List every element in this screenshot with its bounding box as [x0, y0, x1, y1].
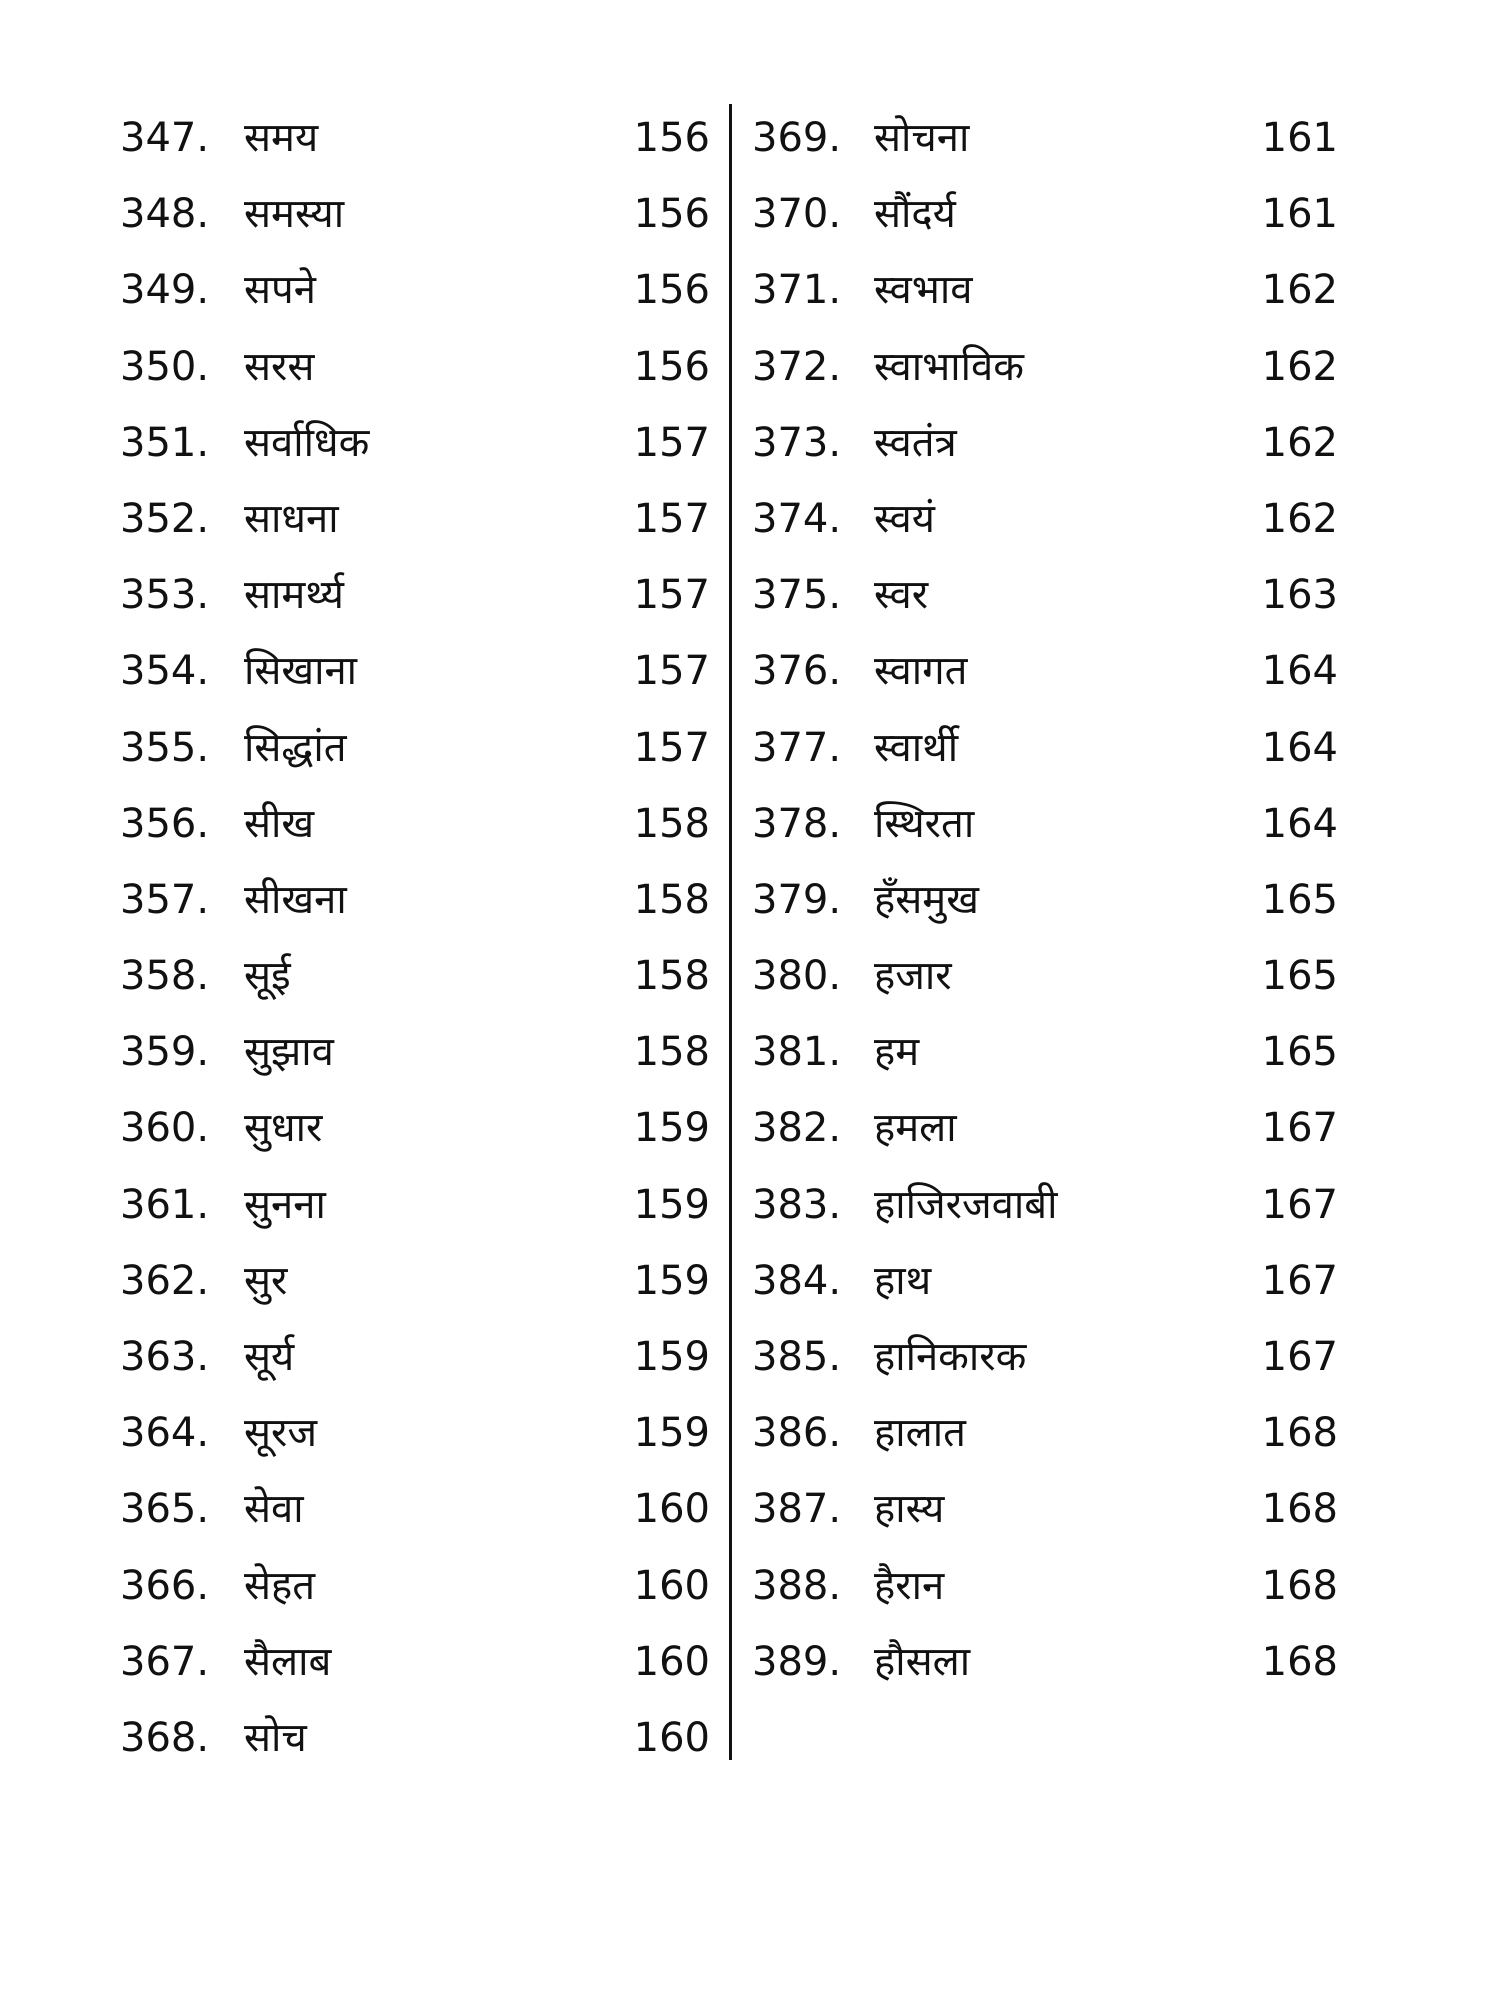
entry-term: स्वागत	[874, 648, 968, 695]
entry-number: 359.	[120, 1029, 210, 1076]
entry-number: 360.	[120, 1105, 210, 1152]
entry-term: हाथ	[874, 1257, 932, 1304]
entry-page-number: 159	[633, 1105, 710, 1152]
entry-number: 351.	[120, 419, 210, 466]
entry-page-number: 156	[633, 115, 710, 161]
entry-page-number: 168	[1261, 1562, 1338, 1609]
index-entry	[120, 557, 710, 633]
entry-page-number: 167	[1261, 1334, 1338, 1380]
entry-page-number: 156	[633, 267, 710, 314]
entry-term: हँसमुख	[874, 876, 979, 923]
entry-number: 375.	[752, 572, 842, 619]
entry-number: 374.	[752, 495, 842, 542]
entry-term: सरस	[244, 343, 315, 390]
entry-term: हमला	[874, 1105, 957, 1152]
entry-number: 364.	[120, 1410, 210, 1457]
entry-page-number: 157	[633, 419, 710, 466]
entry-term: स्वयं	[874, 495, 935, 542]
entry-term: साधना	[244, 495, 339, 542]
entry-number: 358.	[120, 953, 210, 1000]
index-entry	[752, 405, 1342, 481]
entry-page-number: 165	[1261, 1029, 1338, 1076]
entry-number: 386.	[752, 1410, 842, 1457]
entry-page-number: 167	[1261, 1181, 1338, 1228]
entry-page-number: 168	[1261, 1638, 1338, 1685]
index-entry	[120, 1319, 710, 1395]
entry-term: सौंदर्य	[874, 191, 956, 238]
entry-number: 389.	[752, 1638, 842, 1685]
entry-number: 363.	[120, 1334, 210, 1380]
index-entry	[120, 786, 710, 862]
entry-page-number: 161	[1261, 191, 1338, 238]
entry-term: सर्वाधिक	[244, 419, 370, 466]
entry-number: 361.	[120, 1181, 210, 1228]
entry-number: 376.	[752, 648, 842, 695]
column-divider	[729, 104, 732, 1760]
entry-number: 388.	[752, 1562, 842, 1609]
entry-term: स्वाभाविक	[874, 343, 1024, 390]
index-entry	[752, 633, 1342, 709]
index-entry	[120, 938, 710, 1014]
entry-term: स्वर	[874, 572, 929, 619]
entry-page-number: 156	[633, 191, 710, 238]
index-entry	[752, 710, 1342, 786]
entry-term: सैलाब	[244, 1638, 332, 1685]
entry-term: सामर्थ्य	[244, 572, 344, 619]
entry-number: 352.	[120, 495, 210, 542]
index-entry	[120, 1624, 710, 1700]
entry-term: हैरान	[874, 1562, 945, 1609]
entry-term: सुधार	[244, 1105, 323, 1152]
index-entry	[120, 176, 710, 252]
entry-page-number: 157	[633, 724, 710, 771]
index-entry	[120, 1548, 710, 1624]
index-entry	[752, 786, 1342, 862]
entry-page-number: 159	[633, 1334, 710, 1380]
index-entry	[752, 1167, 1342, 1243]
entry-term: हम	[874, 1029, 920, 1076]
entry-term: हौसला	[874, 1638, 971, 1685]
entry-number: 387.	[752, 1486, 842, 1533]
entry-page-number: 160	[633, 1638, 710, 1685]
entry-number: 347.	[120, 115, 210, 161]
entry-page-number: 162	[1261, 419, 1338, 466]
index-entry	[752, 252, 1342, 328]
entry-number: 378.	[752, 800, 842, 847]
entry-page-number: 164	[1261, 724, 1338, 771]
entry-term: सुनना	[244, 1181, 326, 1228]
index-entry	[120, 1014, 710, 1090]
index-entry	[120, 633, 710, 709]
index-entry	[120, 405, 710, 481]
entry-number: 383.	[752, 1181, 842, 1228]
entry-number: 380.	[752, 953, 842, 1000]
entry-number: 385.	[752, 1334, 842, 1380]
entry-page-number: 158	[633, 800, 710, 847]
entry-number: 362.	[120, 1257, 210, 1304]
index-entry	[120, 1700, 710, 1776]
entry-page-number: 162	[1261, 343, 1338, 390]
entry-number: 355.	[120, 724, 210, 771]
entry-number: 377.	[752, 724, 842, 771]
index-entry	[120, 1471, 710, 1547]
entry-page-number: 158	[633, 876, 710, 923]
entry-number: 357.	[120, 876, 210, 923]
entry-page-number: 168	[1261, 1486, 1338, 1533]
index-entry	[752, 557, 1342, 633]
entry-page-number: 160	[633, 1562, 710, 1609]
entry-term: स्वभाव	[874, 267, 973, 314]
index-column-right	[752, 100, 1342, 1700]
entry-number: 367.	[120, 1638, 210, 1685]
entry-page-number: 159	[633, 1181, 710, 1228]
index-entry	[120, 1243, 710, 1319]
entry-number: 372.	[752, 343, 842, 390]
index-entry	[752, 862, 1342, 938]
entry-number: 356.	[120, 800, 210, 847]
index-entry	[120, 100, 710, 176]
entry-number: 354.	[120, 648, 210, 695]
index-entry	[120, 481, 710, 557]
entry-number: 350.	[120, 343, 210, 390]
entry-page-number: 167	[1261, 1105, 1338, 1152]
index-entry	[752, 481, 1342, 557]
entry-number: 368.	[120, 1714, 210, 1761]
entry-number: 366.	[120, 1562, 210, 1609]
entry-term: हास्य	[874, 1486, 945, 1533]
entry-page-number: 159	[633, 1257, 710, 1304]
index-entry	[752, 1471, 1342, 1547]
entry-term: हानिकारक	[874, 1334, 1027, 1380]
entry-page-number: 164	[1261, 648, 1338, 695]
index-entry	[120, 1090, 710, 1166]
index-entry	[752, 1090, 1342, 1166]
entry-term: सीखना	[244, 876, 347, 923]
entry-page-number: 160	[633, 1714, 710, 1761]
entry-page-number: 168	[1261, 1410, 1338, 1457]
index-entry	[752, 1243, 1342, 1319]
index-entry	[120, 329, 710, 405]
entry-page-number: 158	[633, 953, 710, 1000]
index-entry	[752, 1319, 1342, 1395]
entry-page-number: 162	[1261, 267, 1338, 314]
index-entry	[120, 1395, 710, 1471]
entry-number: 349.	[120, 267, 210, 314]
entry-number: 369.	[752, 115, 842, 161]
index-entry	[752, 176, 1342, 252]
index-entry	[752, 938, 1342, 1014]
index-entry	[752, 1548, 1342, 1624]
entry-term: हजार	[874, 953, 952, 1000]
entry-number: 384.	[752, 1257, 842, 1304]
entry-term: सूई	[244, 953, 291, 1000]
entry-number: 371.	[752, 267, 842, 314]
entry-page-number: 157	[633, 495, 710, 542]
entry-number: 370.	[752, 191, 842, 238]
entry-page-number: 159	[633, 1410, 710, 1457]
entry-term: समय	[244, 115, 319, 161]
entry-page-number: 156	[633, 343, 710, 390]
entry-number: 382.	[752, 1105, 842, 1152]
entry-term: सूर्य	[244, 1334, 295, 1380]
entry-term: समस्या	[244, 191, 345, 238]
entry-term: सेहत	[244, 1562, 316, 1609]
entry-term: हालात	[874, 1410, 966, 1457]
entry-page-number: 161	[1261, 115, 1338, 161]
entry-page-number: 165	[1261, 953, 1338, 1000]
entry-page-number: 167	[1261, 1257, 1338, 1304]
entry-term: सोच	[244, 1714, 307, 1761]
index-entry	[120, 862, 710, 938]
entry-term: हाजिरजवाबी	[874, 1181, 1058, 1228]
entry-term: स्वार्थी	[874, 724, 959, 771]
index-entry	[752, 1395, 1342, 1471]
index-entry	[752, 329, 1342, 405]
entry-page-number: 164	[1261, 800, 1338, 847]
entry-page-number: 158	[633, 1029, 710, 1076]
index-entry	[120, 1167, 710, 1243]
entry-term: सुझाव	[244, 1029, 334, 1076]
index-entry	[120, 710, 710, 786]
entry-term: सोचना	[874, 115, 970, 161]
entry-page-number: 157	[633, 648, 710, 695]
entry-term: स्वतंत्र	[874, 419, 957, 466]
entry-number: 379.	[752, 876, 842, 923]
entry-number: 348.	[120, 191, 210, 238]
entry-page-number: 165	[1261, 876, 1338, 923]
entry-term: सपने	[244, 267, 316, 314]
entry-page-number: 157	[633, 572, 710, 619]
index-entry	[752, 100, 1342, 176]
entry-term: सीख	[244, 800, 315, 847]
entry-term: सेवा	[244, 1486, 304, 1533]
index-entry	[752, 1624, 1342, 1700]
entry-number: 353.	[120, 572, 210, 619]
index-entry	[120, 252, 710, 328]
entry-page-number: 160	[633, 1486, 710, 1533]
entry-term: सिद्धांत	[244, 724, 347, 771]
entry-number: 381.	[752, 1029, 842, 1076]
entry-number: 373.	[752, 419, 842, 466]
entry-term: सूरज	[244, 1410, 318, 1457]
entry-term: सिखाना	[244, 648, 358, 695]
index-entry	[752, 1014, 1342, 1090]
index-column-left	[120, 100, 710, 1776]
entry-number: 365.	[120, 1486, 210, 1533]
entry-page-number: 162	[1261, 495, 1338, 542]
entry-term: स्थिरता	[874, 800, 975, 847]
entry-page-number: 163	[1261, 572, 1338, 619]
entry-term: सुर	[244, 1257, 288, 1304]
